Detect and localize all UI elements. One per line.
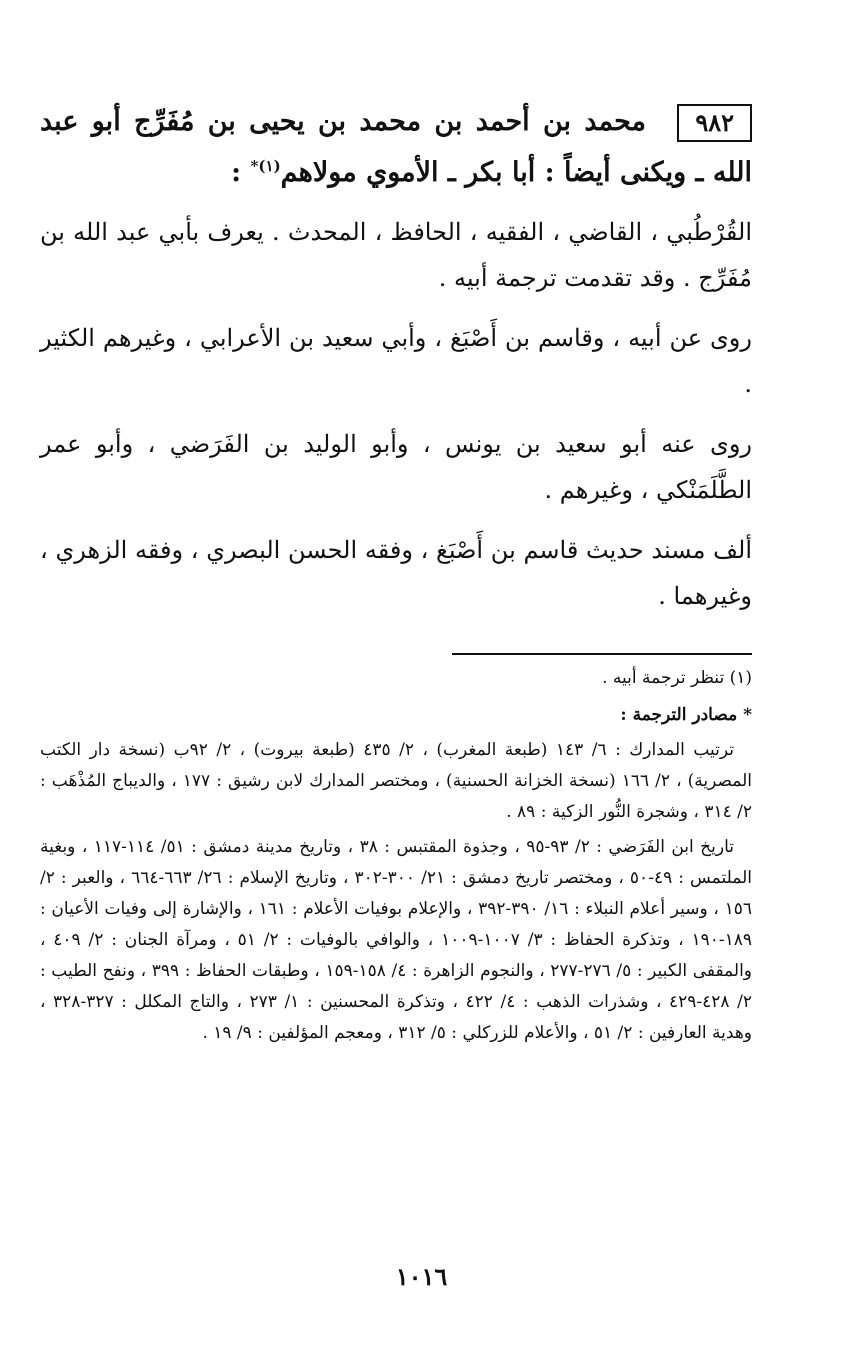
entry-title-colon: :	[231, 157, 242, 188]
paragraph-description: القُرْطُبي ، القاضي ، الفقيه ، الحافظ ، المحدث . يعرف بأبي عبد الله بن مُفَرِّج . وقد تقدمت ترجمة أبيه .	[40, 218, 752, 292]
sources-paragraph-2: تاريخ ابن الفَرَضي : ٢/ ٩٣-٩٥ ، وجذوة المقتبس : ٣٨ ، وتاريخ مدينة دمشق : ٥١/ ١١٤-١١٧ ، وبغية الملتمس : ٤٩-٥٠ ، ومختصر تاريخ دمشق : ٢١/ ٣٠٠-٣٠٢ ، وتاريخ الإسلام : ٢٦/ ٦٦٣-٦٦٤ ، والعبر : ٢/ ١٥٦ ، وسير أعلام النبلاء : ١٦/ ٣٩٠-٣٩٢ ، والإعلام بوفيات الأعلام : ١٦١ ، والإشارة إلى وفيات الأعيان : ١٨٩-١٩٠ ، وتذكرة الحفاظ : ٣/ ١٠٠٧-١٠٠٩ ، والوافي بالوفيات : ٢/ ٥١ ، ومرآة الجنان : ٢/ ٤٠٩ ، والمقفى الكبير : ٥/ ٢٧٦-٢٧٧ ، والنجوم الزاهرة : ٤/ ١٥٨-١٥٩ ، وطبقات الحفاظ : ٣٩٩ ، ونفح الطيب : ٢/ ٤٢٨-٤٢٩ ، وشذرات الذهب : ٤/ ٤٢٢ ، وتذكرة المحسنين : ١/ ٢٧٣ ، والتاج المكلل : ٣٢٧-٣٢٨ ، وهدية العارفين : ٢/ ٥١ ، والأعلام للزركلي : ٥/ ٣١٢ ، ومعجم المؤلفين : ٩/ ١٩ .	[40, 837, 753, 1043]
footnote-reference: (١)*	[250, 157, 281, 175]
paragraph-narrated-from: روى عن أبيه ، وقاسم بن أَصْبَغ ، وأبي سعيد بن الأعرابي ، وغيرهم الكثير .	[40, 324, 752, 398]
footnote-divider	[452, 653, 752, 655]
entry-header	[40, 100, 752, 195]
footnotes	[40, 663, 752, 1049]
sources-heading: * مصادر الترجمة :	[620, 705, 752, 725]
entry-title: محمد بن أحمد بن محمد بن يحيى بن مُفَرِّج أبو عبد الله ـ ويكنى أيضاً : أبا بكر ـ الأموي مولاهم	[40, 106, 752, 188]
footnote-1: (١) تنظر ترجمة أبيه .	[602, 668, 752, 688]
paragraph-works: ألف مسند حديث قاسم بن أَصْبَغ ، وفقه الحسن البصري ، وفقه الزهري ، وغيرهما .	[40, 536, 752, 610]
entry-number: ٩٨٢	[677, 104, 752, 142]
paragraph-narrated-by: روى عنه أبو سعيد بن يونس ، وأبو الوليد بن الفَرَضي ، وأبو عمر الطَّلَمَنْكي ، وغيرهم .	[40, 430, 752, 504]
page-number: ١٠١٦	[395, 1262, 448, 1291]
document-page	[40, 100, 752, 1049]
sources-paragraph-1: ترتيب المدارك : ٦/ ١٤٣ (طبعة المغرب) ، ٢/ ٤٣٥ (طبعة بيروت) ، ٢/ ٩٢ب (نسخة دار الكتب المصرية) ، ٢/ ١٦٦ (نسخة الخزانة الحسنية) ، ومختصر المدارك لابن رشيق : ١٧٧ ، والديباج المُذْهَب : ٢/ ٣١٤ ، وشجرة النُّور الزكية : ٨٩ .	[40, 740, 752, 822]
